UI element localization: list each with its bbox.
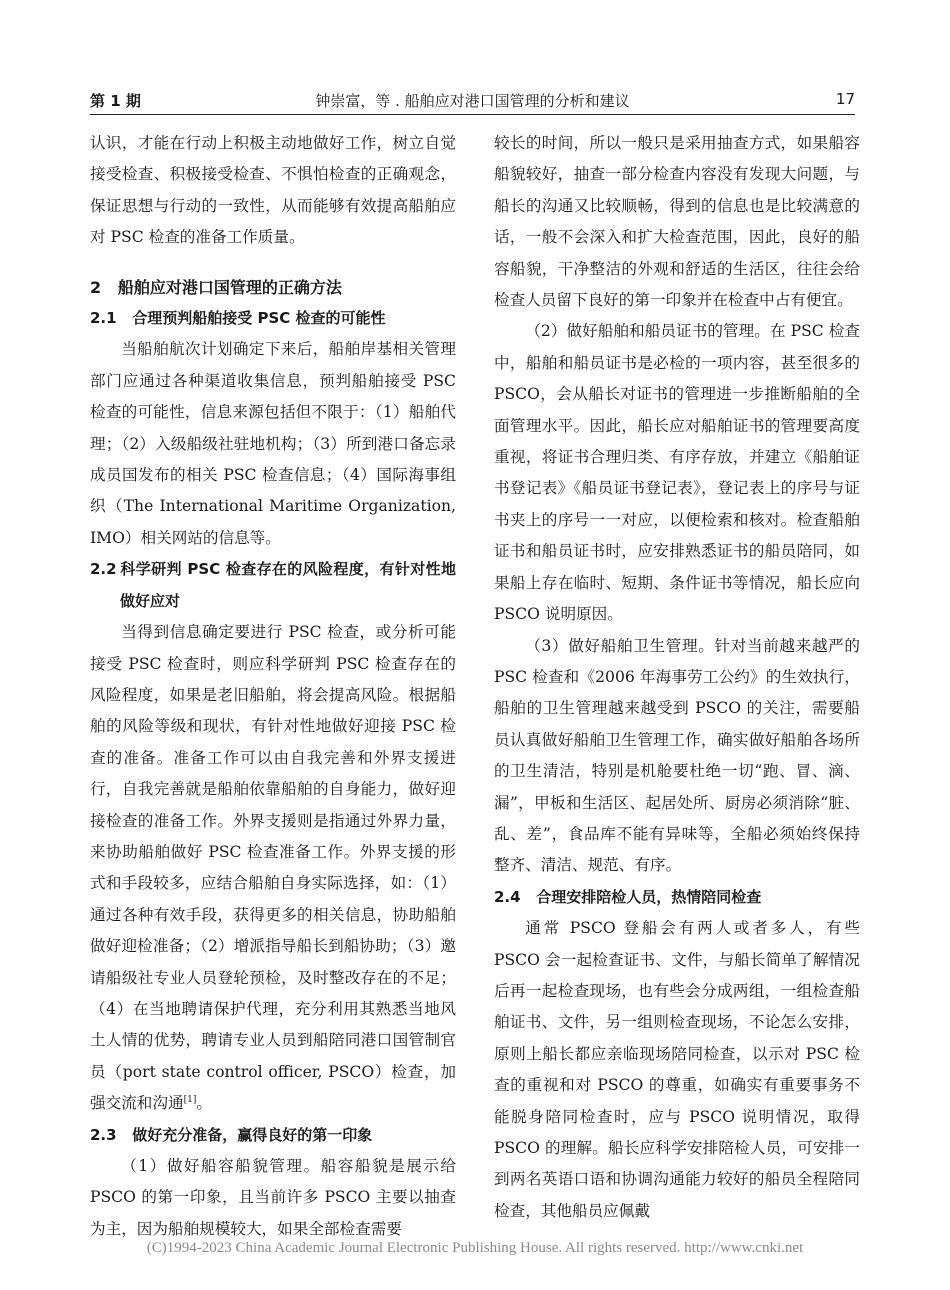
running-header	[90, 88, 855, 115]
section-number: 2.2	[90, 560, 117, 579]
section-number: 2.3	[90, 1125, 117, 1144]
page-number: 17	[835, 90, 855, 108]
paragraph: 较长的时间，所以一般只是采用抽查方式，如果船容船貌较好，抽查一部分检查内容没有发现大问题，与船长的沟通又比较顺畅，得到的信息也是比较满意的话，一般不会深入和扩大检查范围，因此，良好的船容船貌，干净整洁的外观和舒适的生活区，往往会给检查人员留下良好的第一印象并在检查中占有便宜。	[494, 134, 860, 310]
right-column	[494, 128, 860, 1227]
section-title: 科学研判 PSC 检查存在的风险程度，有针对性地做好应对	[120, 560, 456, 610]
paragraph: （3）做好船舶卫生管理。针对当前越来越严的 PSC 检查和《2006 年海事劳工公约》的生效执行，船舶的卫生管理越来越受到 PSCO 的关注，需要船员认真做好船舶卫生管理工作，确实做好船舶各场所的卫生清洁，特别是机舱要杜绝一切“跑、冒、滴、漏”，甲板和生活区、起居处所、厨房必须消除“脏、乱、差”，食品库不能有异味等，全船必须始终保持整齐、清洁、规范、有序。	[494, 636, 860, 875]
paragraph: 当船舶航次计划确定下来后，船舶岸基相关管理部门应通过各种渠道收集信息，预判船舶接受 PSC 检查的可能性，信息来源包括但不限于：（1）船舶代理；（2）入级船级社驻地机构；（3）所到港口备忘录成员国发布的相关 PSC 检查信息；（4）国际海事组织（The International Maritime Organization, IMO）相关网站的信息等。	[90, 340, 456, 547]
issue-number: 第 1 期	[90, 92, 141, 110]
section-title: 做好充分准备，赢得良好的第一印象	[132, 1125, 373, 1144]
section-title: 合理预判船舶接受 PSC 检查的可能性	[132, 309, 386, 328]
copyright-footer: (C)1994-2023 China Academic Journal Electronic Publishing House. All rights reserved. http://www.cnki.net	[146, 1240, 804, 1256]
paragraph: （1）做好船容船貌管理。船容船貌是展示给 PSCO 的第一印象，且当前许多 PSCO 主要以抽查为主，因为船舶规模较大，如果全部检查需要	[90, 1157, 456, 1238]
section-title: 船舶应对港口国管理的正确方法	[117, 277, 342, 297]
section-2-1-heading	[90, 303, 456, 334]
left-column	[90, 128, 456, 1245]
section-number: 2.4	[494, 887, 521, 906]
paragraph-end: 。	[196, 1094, 212, 1113]
running-title: 钟崇富，等 . 船舶应对港口国管理的分析和建议	[315, 92, 630, 110]
section-2-4-heading	[494, 882, 860, 913]
paragraph-text: 当得到信息确定要进行 PSC 检查，或分析可能接受 PSC 检查时，则应科学研判 PSC 检查存在的风险程度，如果是老旧船舶，将会提高风险。根据船舶的风险等级和现状，有针对性地做好迎接 PSC 检查的准备。准备工作可以由自我完善和外界支援进行，自我完善就是船舶依靠船舶的自身能力，做好迎接检查的准备工作。外界支援则是指通过外界力量，来协助船舶做好 PSC 检查准备工作。外界支援的形式和手段较多，应结合船舶自身实际选择，如：（1）通过各种有效手段，获得更多的相关信息，协助船舶做好迎检准备；（2）增派指导船长到船协助；（3）邀请船级社专业人员登轮预检，及时整改存在的不足；（4）在当地聘请保护代理，充分利用其熟悉当地风土人情的优势，聘请专业人员到船陪同港口国管制官员（port state control officer, PSCO）检查，加强交流和沟通	[90, 623, 456, 1113]
citation[interactable]: [1]	[183, 1095, 197, 1105]
continued-paragraph: 认识，才能在行动上积极主动地做好工作，树立自觉接受检查、积极接受检查、不惧怕检查的正确观念，保证思想与行动的一致性，从而能够有效提高船舶应对 PSC 检查的准备工作质量。	[90, 134, 456, 247]
section-number: 2	[90, 277, 102, 297]
section-2-heading	[90, 272, 456, 303]
section-2-3-heading	[90, 1120, 456, 1151]
section-title: 合理安排陪检人员，热情陪同检查	[536, 887, 762, 906]
paragraph: （2）做好船舶和船员证书的管理。在 PSC 检查中，船舶和船员证书是必检的一项内容，甚至很多的 PSCO，会从船长对证书的管理进一步推断船舶的全面管理水平。因此，船长应对船舶证书的管理要高度重视，将证书合理归类、有序存放，并建立《船舶证书登记表》《船员证书登记表》，登记表上的序号与证书夹上的序号一一对应，以便检索和核对。检查船舶证书和船员证书时，应安排熟悉证书的船员陪同，如果船上存在临时、短期、条件证书等情况，船长应向 PSCO 说明原因。	[494, 322, 860, 624]
paragraph	[90, 617, 456, 1120]
section-number: 2.1	[90, 309, 117, 328]
section-2-2-heading	[90, 554, 456, 617]
paragraph: 通常 PSCO 登船会有两人或者多人，有些 PSCO 会一起检查证书、文件，与船长简单了解情况后再一起检查现场，也有些会分成两组，一组检查船舶证书、文件，另一组则检查现场，不论怎么安排，原则上船长都应亲临现场陪同检查，以示对 PSC 检查的重视和对 PSCO 的尊重，如确实有重要事务不能脱身陪同检查时，应与 PSCO 说明情况，取得 PSCO 的理解。船长应科学安排陪检人员，可安排一到两名英语口语和协调沟通能力较好的船员全程陪同检查，其他船员应佩戴	[494, 919, 860, 1220]
